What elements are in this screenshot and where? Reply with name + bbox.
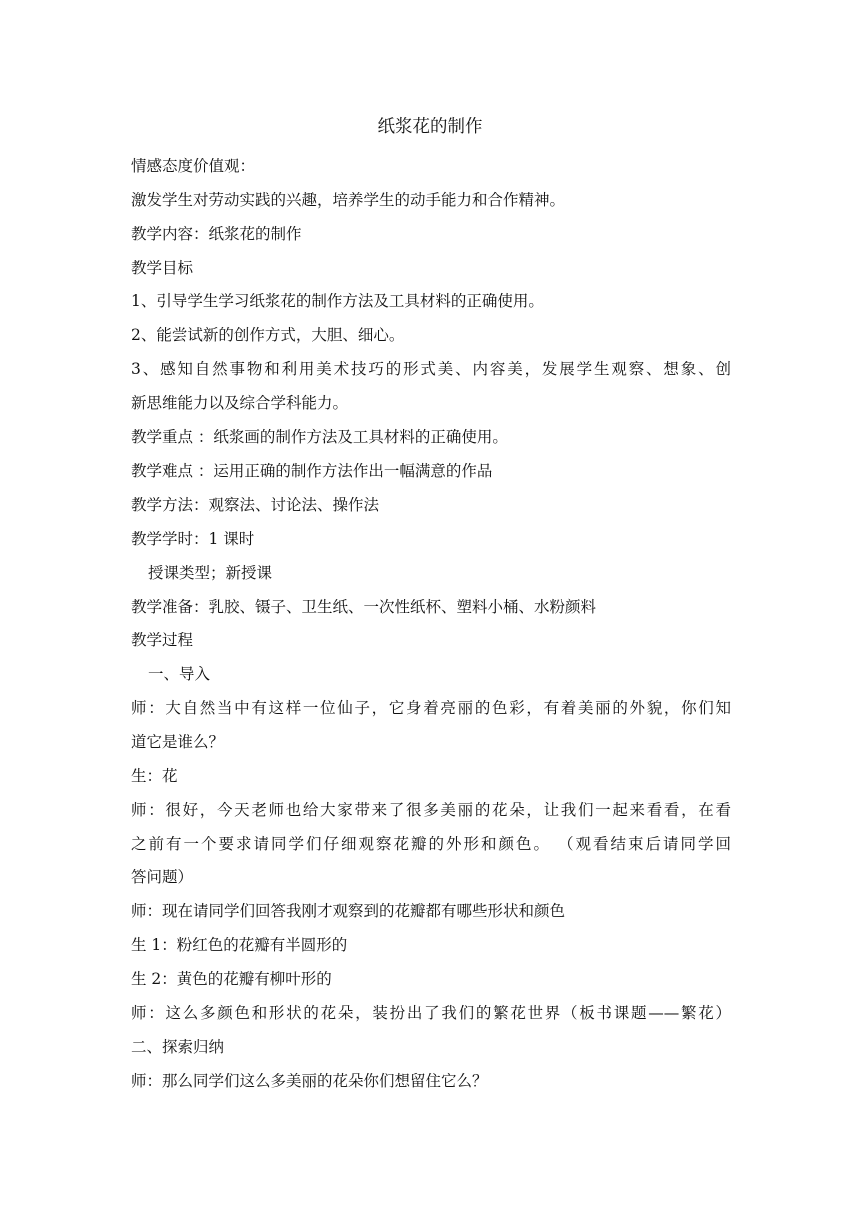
text-line: 生 1：粉红色的花瓣有半圆形的	[131, 936, 348, 954]
text-line: 1、引导学生学习纸浆花的制作方法及工具材料的正确使用。	[131, 292, 544, 310]
text-line: 3、感知自然事物和利用美术技巧的形式美、内容美，发展学生观察、想象、创	[131, 360, 731, 378]
text-line: 激发学生对劳动实践的兴趣，培养学生的动手能力和合作精神。	[131, 191, 566, 209]
text-line: 师：这么多颜色和形状的花朵，装扮出了我们的繁花世界（板书课题——繁花）	[131, 1004, 731, 1022]
text-line: 教学准备：乳胶、镊子、卫生纸、一次性纸杯、塑料小桶、水粉颜料	[131, 598, 597, 616]
text-line: 答问题）	[131, 868, 194, 886]
text-line: 情感态度价值观：	[131, 157, 256, 175]
text-line: 生：花	[131, 767, 178, 785]
text-line: 教学难点 ：运用正确的制作方法作出一幅满意的作品	[131, 462, 493, 480]
text-line: 教学重点 ：纸浆画的制作方法及工具材料的正确使用。	[131, 428, 508, 446]
text-line: 教学方法：观察法、讨论法、操作法	[131, 496, 380, 514]
text-line: 二、探索归纳	[131, 1038, 225, 1056]
document-title: 纸浆花的制作	[377, 117, 483, 137]
text-line: 师：那么同学们这么多美丽的花朵你们想留住它么？	[131, 1072, 488, 1090]
text-line: 教学学时：1 课时	[131, 530, 255, 548]
text-line: 师：大自然当中有这样一位仙子，它身着亮丽的色彩，有着美丽的外貌，你们知	[131, 699, 731, 717]
text-line: 生 2：黄色的花瓣有柳叶形的	[131, 970, 332, 988]
text-line: 教学目标	[131, 259, 194, 277]
text-line: 师：现在请同学们回答我刚才观察到的花瓣都有哪些形状和颜色	[131, 902, 566, 920]
text-line: 教学过程	[131, 631, 194, 649]
text-line: 教学内容：纸浆花的制作	[131, 225, 302, 243]
text-line: 新思维能力以及综合学科能力。	[131, 394, 349, 412]
text-line: 授课类型；新授课	[148, 564, 273, 582]
text-line: 道它是谁么？	[131, 733, 225, 751]
text-line: 一、导入	[148, 665, 211, 683]
text-line: 师：很好，今天老师也给大家带来了很多美丽的花朵，让我们一起来看看，在看	[131, 801, 731, 819]
text-line: 之前有一个要求请同学们仔细观察花瓣的外形和颜色。 （观看结束后请同学回	[131, 835, 731, 853]
text-line: 2、能尝试新的创作方式，大胆、细心。	[131, 326, 405, 344]
